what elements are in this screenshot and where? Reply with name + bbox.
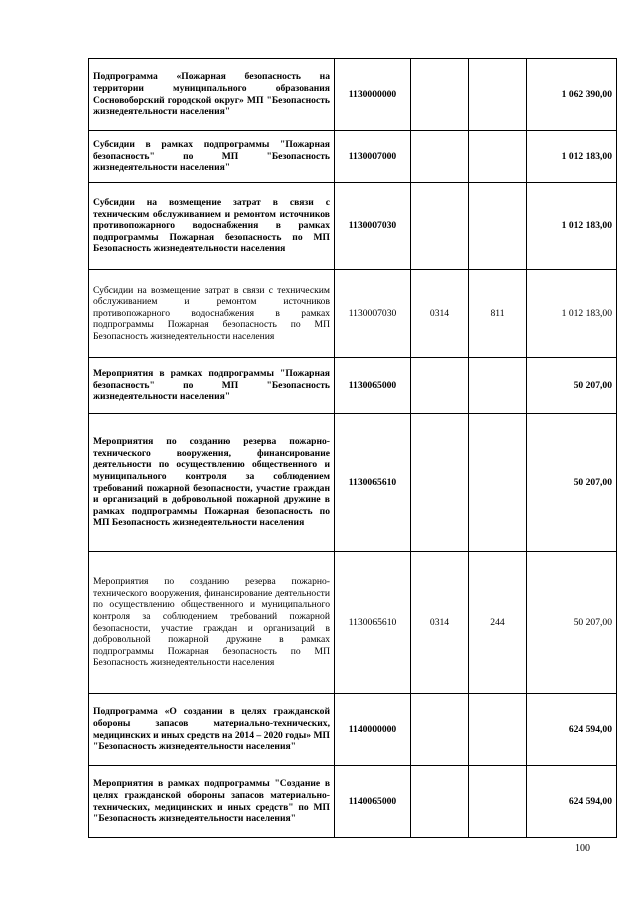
row-expense-type: [469, 766, 527, 838]
row-amount: 1 012 183,00: [527, 183, 617, 270]
row-target-code: 1140000000: [335, 694, 411, 766]
table-row-6: [89, 552, 617, 694]
budget-table: [88, 58, 617, 838]
row-description: Мероприятия по созданию резерва пожарно-технического вооружения, финансирование деятельности по осуществлению общественного и муниципального контроля за соблюдением требований пожарной безопасности, участие граждан и организаций в добровольной пожарной дружине в рамках подпрограммы Пожарная безопасность по МП Безопасность жизнедеятельности населения: [89, 552, 335, 694]
table-row-0: [89, 59, 617, 131]
table-row-5: [89, 414, 617, 552]
row-section-code: [411, 59, 469, 131]
row-description: Субсидии на возмещение затрат в связи с техническим обслуживанием и ремонтом источников противопожарного водоснабжения в рамках подпрограммы Пожарная безопасность по МП Безопасность жизнедеятельности населения: [89, 270, 335, 358]
row-section-code: [411, 183, 469, 270]
table-row-2: [89, 183, 617, 270]
table-row-4: [89, 358, 617, 414]
row-expense-type: [469, 183, 527, 270]
row-target-code: 1130065000: [335, 358, 411, 414]
row-amount: 1 062 390,00: [527, 59, 617, 131]
row-target-code: 1130000000: [335, 59, 411, 131]
row-target-code: 1130007000: [335, 131, 411, 183]
table-row-7: [89, 694, 617, 766]
row-amount: 1 012 183,00: [527, 131, 617, 183]
row-amount: 50 207,00: [527, 552, 617, 694]
row-amount: 1 012 183,00: [527, 270, 617, 358]
row-expense-type: [469, 358, 527, 414]
row-target-code: 1130007030: [335, 183, 411, 270]
row-section-code: 0314: [411, 270, 469, 358]
row-expense-type: [469, 694, 527, 766]
row-section-code: [411, 694, 469, 766]
row-description: Подпрограмма «О создании в целях гражданской обороны запасов материально-технических, медицинских и иных средств на 2014 – 2020 годы» МП "Безопасность жизнедеятельности населения": [89, 694, 335, 766]
row-description: Мероприятия в рамках подпрограммы "Пожарная безопасность" по МП "Безопасность жизнедеятельности населения": [89, 358, 335, 414]
row-section-code: [411, 358, 469, 414]
budget-table-body: [89, 59, 617, 838]
table-row-3: [89, 270, 617, 358]
row-description: Мероприятия по созданию резерва пожарно-технического вооружения, финансирование деятельности по осуществлению общественного и муниципального контроля за соблюдением требований пожарной безопасности, участие граждан и организаций в добровольной пожарной дружине в рамках подпрограммы Пожарная безопасность по МП Безопасность жизнедеятельности населения: [89, 414, 335, 552]
row-expense-type: 244: [469, 552, 527, 694]
row-amount: 50 207,00: [527, 358, 617, 414]
row-target-code: 1130065610: [335, 414, 411, 552]
page-number: 100: [575, 843, 590, 854]
row-section-code: [411, 131, 469, 183]
row-expense-type: [469, 131, 527, 183]
row-target-code: 1130007030: [335, 270, 411, 358]
row-target-code: 1130065610: [335, 552, 411, 694]
row-amount: 50 207,00: [527, 414, 617, 552]
row-description: Подпрограмма «Пожарная безопасность на территории муниципального образования Сосновоборский городской округ» МП "Безопасность жизнедеятельности населения": [89, 59, 335, 131]
row-amount: 624 594,00: [527, 766, 617, 838]
row-expense-type: [469, 414, 527, 552]
row-section-code: [411, 414, 469, 552]
row-description: Субсидии в рамках подпрограммы "Пожарная безопасность" по МП "Безопасность жизнедеятельности населения": [89, 131, 335, 183]
table-row-8: [89, 766, 617, 838]
row-section-code: 0314: [411, 552, 469, 694]
row-section-code: [411, 766, 469, 838]
row-target-code: 1140065000: [335, 766, 411, 838]
table-row-1: [89, 131, 617, 183]
row-description: Субсидии на возмещение затрат в связи с техническим обслуживанием и ремонтом источников противопожарного водоснабжения в рамках подпрограммы Пожарная безопасность по МП Безопасность жизнедеятельности населения: [89, 183, 335, 270]
row-description: Мероприятия в рамках подпрограммы "Создание в целях гражданской обороны запасов материально-технических, медицинских и иных средств" по МП "Безопасность жизнедеятельности населения": [89, 766, 335, 838]
row-amount: 624 594,00: [527, 694, 617, 766]
row-expense-type: 811: [469, 270, 527, 358]
row-expense-type: [469, 59, 527, 131]
